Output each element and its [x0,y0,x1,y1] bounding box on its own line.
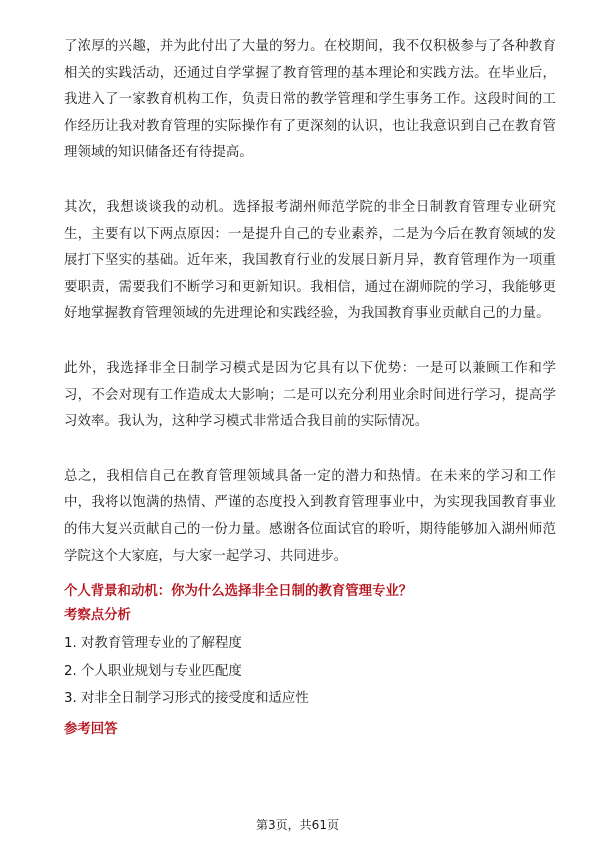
page-content [64,34,556,742]
body-paragraph-1: 了浓厚的兴趣，并为此付出了大量的努力。在校期间，我不仅积极参与了各种教育相关的实践活动，还通过自学掌握了教育管理的基本理论和实践方法。在毕业后，我进入了一家教育机构工作，负责日常的教学管理和学生事务工作。这段时间的工作经历让我对教育管理的实际操作有了更深刻的认识，也让我意识到自己在教育管理领域的知识储备还有待提高。 [64,39,556,161]
body-paragraph-2: 其次，我想谈谈我的动机。选择报考湖州师范学院的非全日制教育管理专业研究生，主要有以下两点原因：一是提升自己的专业素养，二是为今后在教育领域的发展打下坚实的基础。近年来，我国教育行业的发展日新月异，教育管理作为一项重要职责，需要我们不断学习和更新知识。我相信，通过在湖师院的学习，我能够更好地掌握教育管理领域的先进理论和实践经验，为我国教育事业贡献自己的力量。 [64,199,556,322]
analysis-item: 1. 对教育管理专业的了解程度 [64,636,242,652]
analysis-list [64,630,556,712]
body-paragraph-3: 此外，我选择非全日制学习模式是因为它具有以下优势：一是可以兼顾工作和学习，不会对现有工作造成太大影响；二是可以充分利用业余时间进行学习，提高学习效率。我认为，这种学习模式非常适合我目前的实际情况。 [64,360,556,430]
analysis-item: 2. 个人职业规划与专业匹配度 [64,663,242,679]
analysis-item: 3. 对非全日制学习形式的接受度和适应性 [64,690,309,706]
body-paragraph-4: 总之，我相信自己在教育管理领域具备一定的潜力和热情。在未来的学习和工作中，我将以饱满的热情、严谨的态度投入到教育管理事业中，为实现我国教育事业的伟大复兴贡献自己的一份力量。感谢各位面试官的聆听，期待能够加入湖州师范学院这个大家庭，与大家一起学习、共同进步。 [64,468,556,564]
question-heading: 个人背景和动机：你为什么选择非全日制的教育管理专业？ [64,584,413,600]
page-number: 第3页，共61页 [256,818,339,832]
answer-heading: 参考回答 [64,722,118,738]
analysis-heading: 考察点分析 [64,608,131,624]
